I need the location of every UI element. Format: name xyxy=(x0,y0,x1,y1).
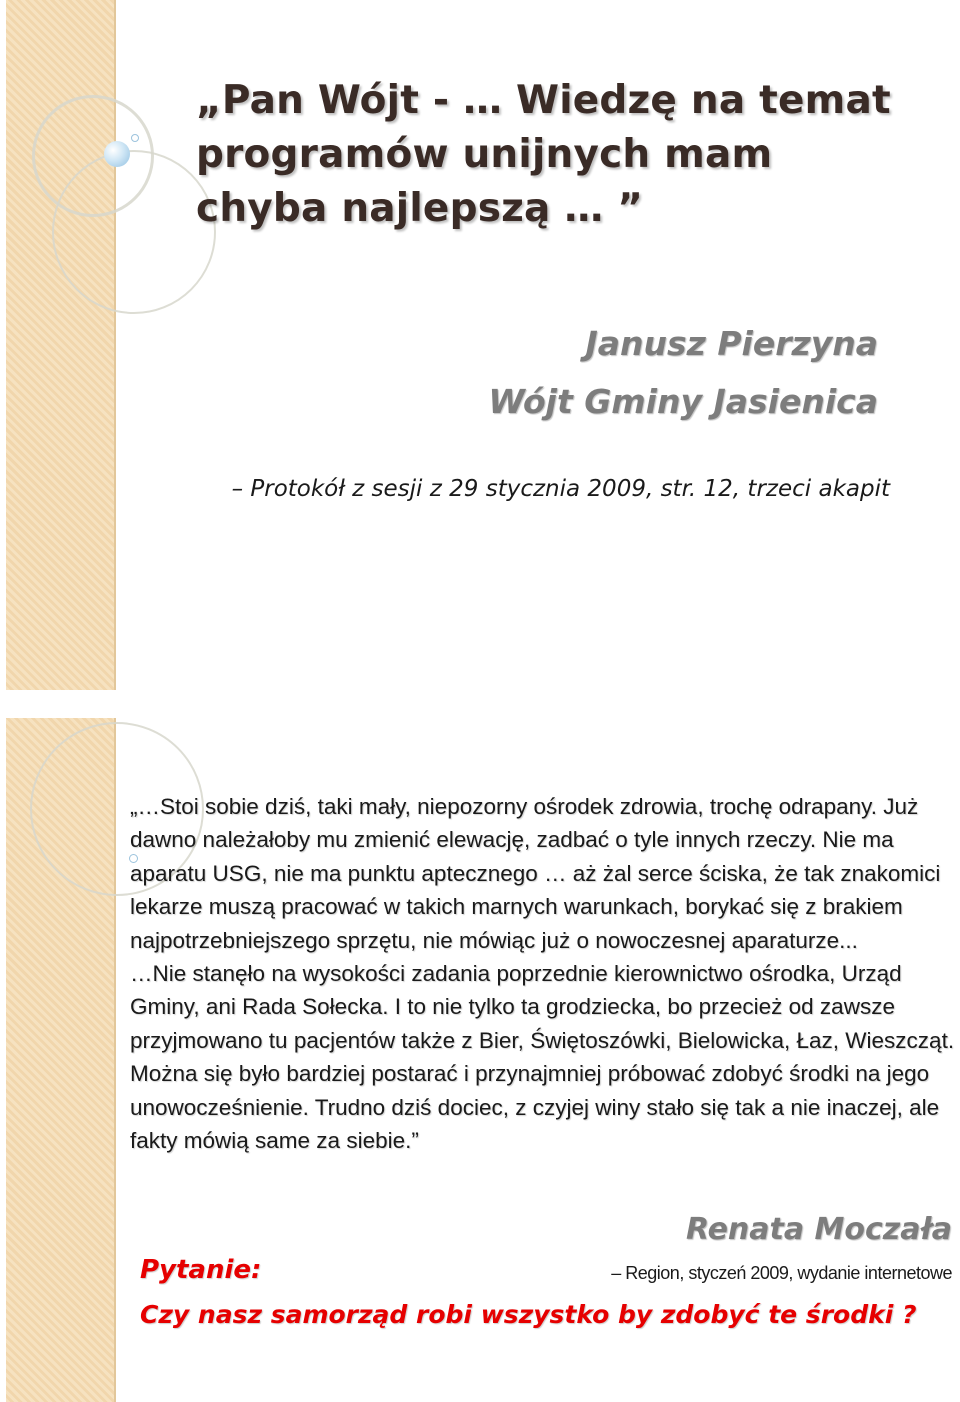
slide-2 xyxy=(0,718,960,1402)
decorative-bubble xyxy=(131,134,139,142)
source-citation: – Region, styczeń 2009, wydanie internetowe xyxy=(611,1263,952,1283)
slide-1 xyxy=(0,0,960,690)
author-role: Wójt Gminy Jasienica xyxy=(488,382,878,421)
decorative-bubble xyxy=(104,141,130,167)
question-label: Pytanie: xyxy=(140,1255,262,1285)
slide-title: „Pan Wójt - … Wiedzę na temat programów unijnych mam chyba najlepszą … ” xyxy=(196,78,891,231)
quote-text: „…Stoi sobie dziś, taki mały, niepozorny ośrodek zdrowia, trochę odrapany. Już dawno należałoby mu zmienić elewację, zadbać o tyle innych rzeczy. Nie ma aparatu USG, nie ma punktu aptecznego … aż żal serce ściska, że tak znakomici lekarze muszą pracować w takich marnych warunkach, borykać się z brakiem najpotrzebniejszego sprzętu, nie mówiąc już o nowoczesnej aparaturze... …Nie stanęło na wysokości zadania poprzednie kierownictwo ośrodka, Urząd Gminy, ani Rada Sołecka. I to nie tylko ta grodziecka, bo przecież od zawsze przyjmowano tu pacjentów także z Bier, Świętoszówki, Bielowicka, Łaz, Wieszcząt. Można się było bardziej postarać i przynajmniej próbować zdobyć środki na jego unowocześnienie. Trudno dziś dociec, z czyjej winy stało się tak a nie inaczej, ale fakty mówią same za siebie.” xyxy=(130,794,955,1154)
question-text: Czy nasz samorząd robi wszystko by zdobyć te środki ? xyxy=(140,1300,917,1329)
author-name: Janusz Pierzyna xyxy=(585,324,878,363)
decorative-ring xyxy=(52,150,216,314)
source-citation: – Protokół z sesji z 29 stycznia 2009, str. 12, trzeci akapit xyxy=(231,476,890,502)
quote-author: Renata Moczała xyxy=(685,1212,952,1247)
